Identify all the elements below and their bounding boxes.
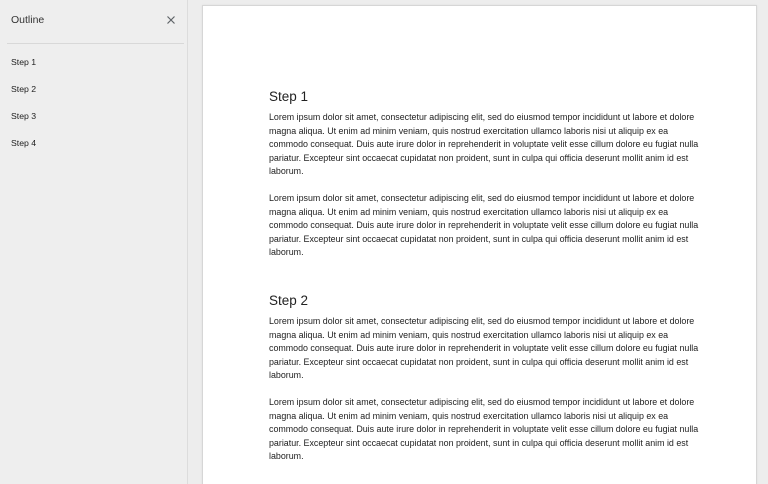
section-heading: Step 2 [269, 293, 309, 308]
paragraph: Lorem ipsum dolor sit amet, consectetur adipiscing elit, sed do eiusmod tempor incididunt ut labore et dolore magna aliqua. Ut enim ad minim veniam, quis nostrud exercitation ullamco laboris nisi ut aliquip ex ea commodo consequat. Duis aute irure dolor in reprehenderit in voluptate velit esse cillum dolore eu fugiat nulla pariatur. Excepteur sint occaecat cupidatat non proident, sunt in culpa qui officia deserunt mollit anim id est laborum. [269, 396, 699, 462]
section-heading: Step 1 [269, 89, 309, 104]
outline-header [0, 0, 182, 43]
outline-list [0, 52, 187, 160]
close-icon [164, 13, 178, 27]
section-step-2 [269, 293, 699, 464]
outline-divider [7, 43, 184, 44]
paragraph: Lorem ipsum dolor sit amet, consectetur adipiscing elit, sed do eiusmod tempor incididunt ut labore et dolore magna aliqua. Ut enim ad minim veniam, quis nostrud exercitation ullamco laboris nisi ut aliquip ex ea commodo consequat. Duis aute irure dolor in reprehenderit in voluptate velit esse cillum dolore eu fugiat nulla pariatur. Excepteur sint occaecat cupidatat non proident, sunt in culpa qui officia deserunt mollit anim id est laborum. [269, 192, 699, 258]
document-canvas[interactable] [188, 0, 768, 484]
outline-sidebar [0, 0, 188, 484]
outline-title: Outline [11, 14, 45, 26]
paragraph: Lorem ipsum dolor sit amet, consectetur adipiscing elit, sed do eiusmod tempor incididunt ut labore et dolore magna aliqua. Ut enim ad minim veniam, quis nostrud exercitation ullamco laboris nisi ut aliquip ex ea commodo consequat. Duis aute irure dolor in reprehenderit in voluptate velit esse cillum dolore eu fugiat nulla pariatur. Excepteur sint occaecat cupidatat non proident, sunt in culpa qui officia deserunt mollit anim id est laborum. [269, 112, 699, 177]
close-outline-button[interactable] [164, 13, 178, 27]
section-step-1 [269, 89, 699, 260]
outline-item-step-4[interactable]: Step 4 [11, 138, 37, 148]
outline-item-step-3[interactable]: Step 3 [11, 111, 37, 121]
outline-item-step-2[interactable]: Step 2 [11, 84, 37, 94]
outline-item-step-1[interactable]: Step 1 [11, 57, 37, 67]
document-page[interactable] [202, 5, 757, 484]
paragraph: Lorem ipsum dolor sit amet, consectetur adipiscing elit, sed do eiusmod tempor incididunt ut labore et dolore magna aliqua. Ut enim ad minim veniam, quis nostrud exercitation ullamco laboris nisi ut aliquip ex ea commodo consequat. Duis aute irure dolor in reprehenderit in voluptate velit esse cillum dolore eu fugiat nulla pariatur. Excepteur sint occaecat cupidatat non proident, sunt in culpa qui officia deserunt mollit anim id est laborum. [269, 316, 699, 381]
